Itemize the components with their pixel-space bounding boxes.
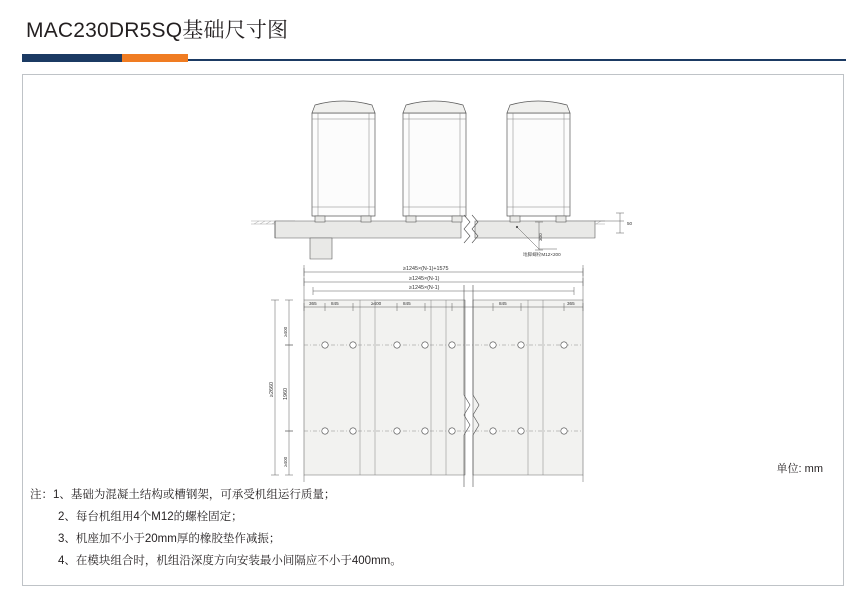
dim-overall-mid-label: ≥1245×(N-1) bbox=[409, 276, 440, 282]
page-title: MAC230DR5SQ基础尺寸图 bbox=[26, 19, 289, 42]
notes-label: 注： bbox=[30, 489, 53, 501]
dim-elevation-50-label: 50 bbox=[627, 221, 633, 226]
dim-seg-4: 845 bbox=[403, 301, 411, 306]
elevation-view bbox=[251, 101, 633, 259]
dim-seg-2: 845 bbox=[331, 301, 339, 306]
elevation-unit-3 bbox=[507, 101, 570, 222]
dim-seg-6: 365 bbox=[567, 301, 575, 306]
elevation-base-right bbox=[475, 221, 595, 238]
dim-overall-inner-label: ≥1245×(N-1) bbox=[409, 285, 440, 291]
anchor-bolt-label: 地脚螺栓M12×200 bbox=[523, 252, 561, 257]
note-item-1: 1、基础为混凝土结构或槽钢架，可承受机组运行质量； bbox=[53, 489, 336, 501]
note-line-3 bbox=[30, 528, 730, 550]
dim-vertical-center-label: 1960 bbox=[283, 388, 289, 400]
plan-slab-left bbox=[304, 300, 465, 475]
note-item-2: 2、每台机组用4个M12的螺栓固定； bbox=[58, 511, 243, 523]
plan-view bbox=[269, 265, 583, 487]
dim-vertical-bottom-margin bbox=[285, 431, 293, 475]
dim-overall-inner bbox=[313, 287, 574, 295]
dim-elevation-300-label: 300 bbox=[538, 233, 543, 241]
note-item-3: 3、机座加不小于20mm厚的橡胶垫作减振； bbox=[58, 533, 281, 545]
elevation-footing-1 bbox=[310, 238, 332, 259]
note-item-4: 4、在模块组合时，机组沿深度方向安装最小间隔应不小于400mm。 bbox=[58, 555, 402, 567]
units-label: 单位: mm bbox=[776, 463, 823, 475]
note-line-4 bbox=[30, 550, 730, 572]
dim-vertical-total-label: ≥2660 bbox=[269, 382, 275, 397]
dim-vertical-bottom-margin-label: ≥400 bbox=[283, 456, 288, 467]
header-rule bbox=[22, 50, 846, 62]
dim-vertical-top-margin-label: ≥400 bbox=[283, 326, 288, 337]
elevation-base-left bbox=[275, 221, 461, 238]
notes-block bbox=[30, 484, 730, 572]
dim-elevation-50 bbox=[595, 213, 624, 233]
dim-seg-1: 365 bbox=[309, 301, 317, 306]
dim-seg-3: ≥400 bbox=[371, 301, 382, 306]
dim-seg-5: 845 bbox=[499, 301, 507, 306]
note-line-1 bbox=[30, 484, 730, 506]
dim-overall-mid bbox=[304, 278, 583, 286]
header-rule-navy bbox=[22, 54, 122, 62]
dim-vertical-center bbox=[285, 345, 293, 431]
dim-overall-top-label: ≥1245×(N-1)+1575 bbox=[403, 266, 449, 272]
note-line-2 bbox=[30, 506, 730, 528]
header-rule-orange bbox=[122, 54, 188, 62]
dim-vertical-top-margin bbox=[285, 300, 293, 345]
elevation-unit-2 bbox=[403, 101, 466, 222]
